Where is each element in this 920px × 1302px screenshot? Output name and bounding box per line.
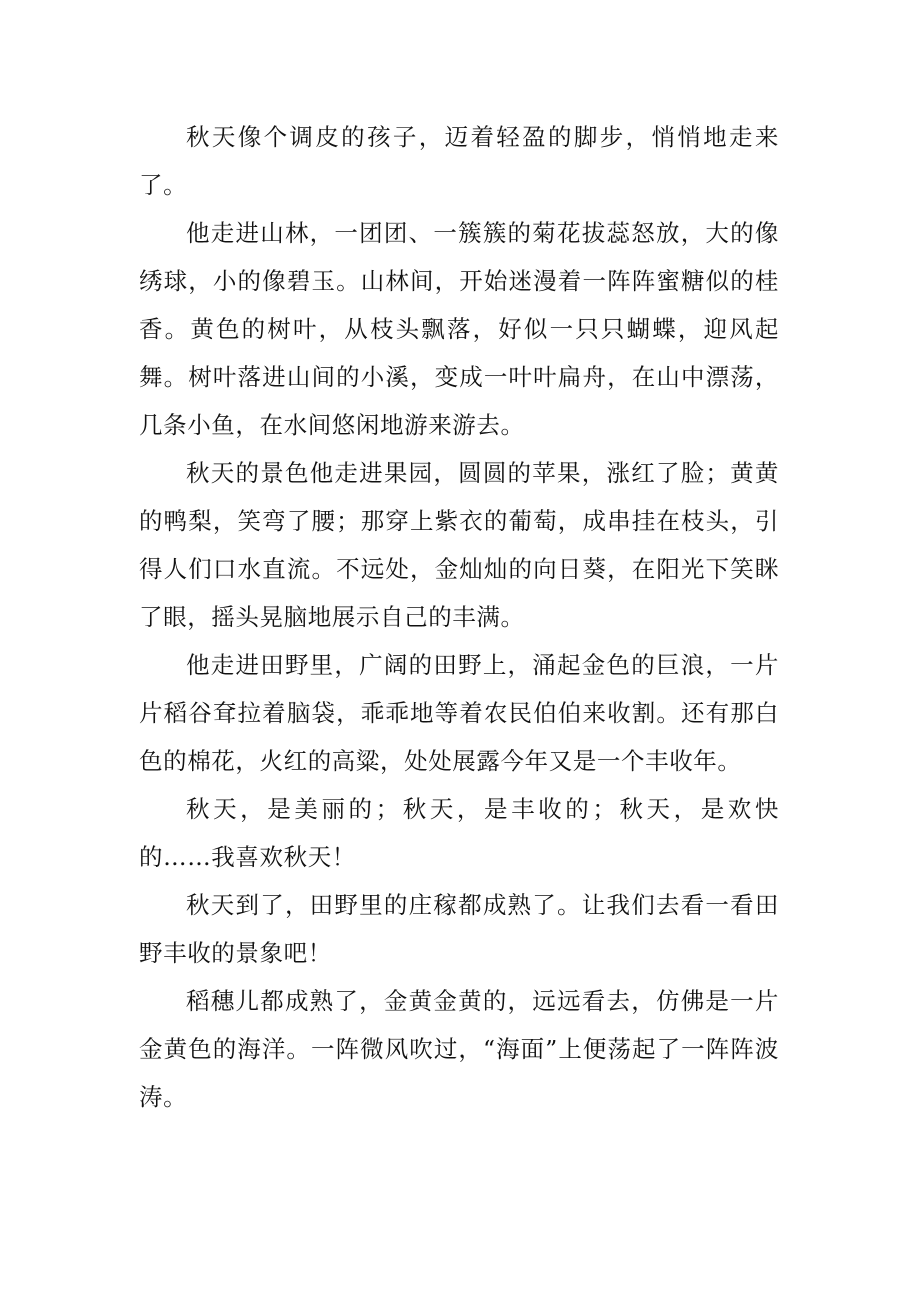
paragraph-5: 秋天，是美丽的；秋天，是丰收的；秋天，是欢快的……我喜欢秋天！ xyxy=(139,795,779,871)
paragraph-1: 秋天像个调皮的孩子，迈着轻盈的脚步，悄悄地走来了。 xyxy=(139,123,779,199)
paragraph-4: 他走进田野里，广阔的田野上，涌起金色的巨浪，一片片稻谷耷拉着脑袋，乖乖地等着农民伯伯来收割。还有那白色的棉花，火红的高粱，处处展露今年又是一个丰收年。 xyxy=(139,651,779,775)
paragraph-2: 他走进山林，一团团、一簇簇的菊花拔蕊怒放，大的像绣球，小的像碧玉。山林间，开始迷漫着一阵阵蜜糖似的桂香。黄色的树叶，从枝头飘落，好似一只只蝴蝶，迎风起舞。树叶落进山间的小溪，变成一叶叶扁舟，在山中漂荡，几条小鱼，在水间悠闲地游来游去。 xyxy=(139,219,779,439)
paragraph-6: 秋天到了，田野里的庄稼都成熟了。让我们去看一看田野丰收的景象吧！ xyxy=(139,891,779,967)
paragraph-7: 稻穗儿都成熟了，金黄金黄的，远远看去，仿佛是一片金黄色的海洋。一阵微风吹过，“海面”上便荡起了一阵阵波涛。 xyxy=(139,987,779,1111)
document-body xyxy=(139,113,779,1121)
paragraph-3: 秋天的景色他走进果园，圆圆的苹果，涨红了脸；黄黄的鸭梨，笑弯了腰；那穿上紫衣的葡萄，成串挂在枝头，引得人们口水直流。不远处，金灿灿的向日葵，在阳光下笑眯了眼，摇头晃脑地展示自己的丰满。 xyxy=(139,459,779,631)
